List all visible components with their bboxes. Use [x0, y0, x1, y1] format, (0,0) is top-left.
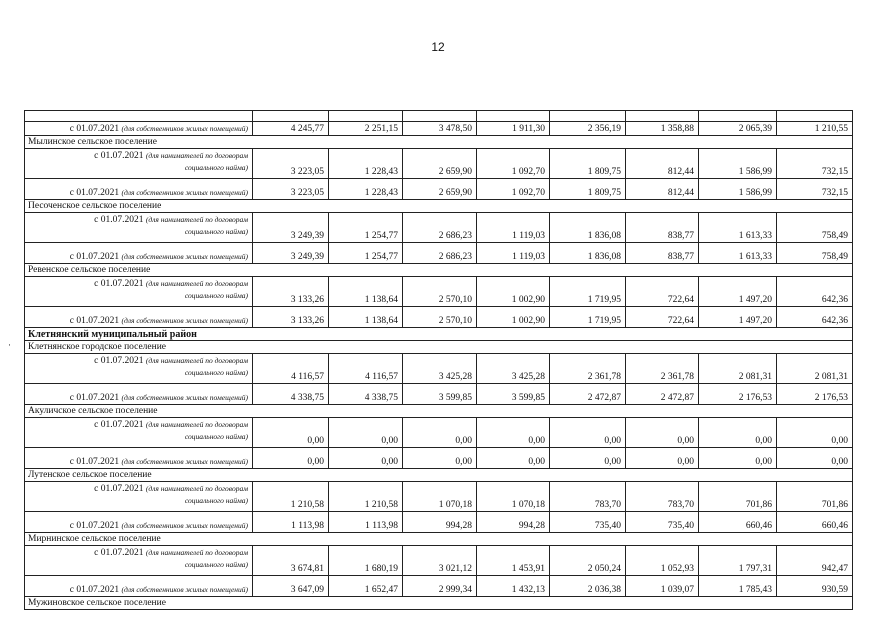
- tariff-value: 3 674,81: [253, 546, 329, 576]
- table-row: [25, 448, 853, 469]
- tariff-value: 0,00: [403, 448, 477, 469]
- row-note-continued: социального найма): [184, 560, 248, 569]
- tariff-value: 3 647,09: [253, 576, 329, 597]
- table-row: [25, 384, 853, 405]
- tariff-value: 1 911,30: [477, 122, 550, 136]
- tariff-value: 2 050,24: [550, 546, 626, 576]
- tariff-value: 1 497,20: [699, 277, 777, 307]
- tariff-value: 1 002,90: [477, 307, 550, 328]
- row-note: (для собственников жилых помещений): [121, 188, 248, 197]
- row-date: с 01.07.2021: [69, 585, 120, 595]
- settlement-header: [25, 200, 853, 213]
- tariff-value: 1 002,90: [477, 277, 550, 307]
- settlement-name: Акуличское сельское поселение: [25, 405, 853, 418]
- tariff-value: 2 251,15: [329, 122, 403, 136]
- tariff-value: 2 659,90: [403, 179, 477, 200]
- tariff-value: 838,77: [626, 243, 699, 264]
- tariff-value: 1 836,08: [550, 213, 626, 243]
- row-note-continued: социального найма): [184, 227, 248, 236]
- table-row: [25, 512, 853, 533]
- tariff-value: 0,00: [329, 418, 403, 448]
- tariff-value: 0,00: [253, 418, 329, 448]
- tariff-value: 2 659,90: [403, 149, 477, 179]
- tariff-value: 1 719,95: [550, 307, 626, 328]
- tariff-value: 1 719,95: [550, 277, 626, 307]
- tariff-value: 735,40: [550, 512, 626, 533]
- tariff-value: 1 228,43: [329, 179, 403, 200]
- row-label: [25, 243, 253, 264]
- row-label: [25, 482, 253, 512]
- tariff-value: 642,36: [777, 277, 853, 307]
- tariff-value: 1 785,43: [699, 576, 777, 597]
- row-note: (для собственников жилых помещений): [121, 123, 248, 133]
- row-date: с 01.07.2021: [94, 548, 144, 558]
- tariff-value: 1 113,98: [329, 512, 403, 533]
- tariff-value: 2 472,87: [550, 384, 626, 405]
- tariff-value: 642,36: [777, 307, 853, 328]
- row-label: [25, 354, 253, 384]
- tariff-value: 1 138,64: [329, 277, 403, 307]
- tariff-value: 0,00: [550, 418, 626, 448]
- settlement-name: Клетнянское городское поселение: [25, 341, 853, 354]
- tariff-value: 3 249,39: [253, 213, 329, 243]
- settlement-name: Ревенское сельское поселение: [25, 264, 853, 277]
- tariff-value: 1 254,77: [329, 243, 403, 264]
- table-row: [25, 354, 853, 384]
- tariff-value: 1 119,03: [477, 243, 550, 264]
- row-note-continued: социального найма): [184, 163, 248, 172]
- tariff-value: 1 586,99: [699, 179, 777, 200]
- tariff-value: 1 613,33: [699, 213, 777, 243]
- tariff-value: 994,28: [403, 512, 477, 533]
- tariff-value: 2 686,23: [403, 213, 477, 243]
- tariff-value: 783,70: [550, 482, 626, 512]
- row-label: [25, 149, 253, 179]
- row-note: (для нанимателей по договорам: [145, 215, 248, 224]
- table-row: [25, 576, 853, 597]
- row-note: (для собственников жилых помещений): [121, 393, 248, 402]
- tariff-value: 0,00: [253, 448, 329, 469]
- tariff-value: 2 472,87: [626, 384, 699, 405]
- tariff-value: 1 070,18: [403, 482, 477, 512]
- district-name: Клетнянский муниципальный район: [25, 328, 853, 341]
- row-date: с 01.07.2021: [94, 420, 144, 430]
- row-label: [25, 213, 253, 243]
- settlement-header: [25, 597, 853, 610]
- row-note: (для нанимателей по договорам: [145, 151, 248, 160]
- tariff-value: 722,64: [626, 307, 699, 328]
- tariff-value: 2 036,38: [550, 576, 626, 597]
- tariff-value: 2 176,53: [777, 384, 853, 405]
- row-note: (для собственников жилых помещений): [121, 521, 248, 530]
- tariff-value: 1 070,18: [477, 482, 550, 512]
- row-note: (для нанимателей по договорам: [145, 548, 248, 557]
- table-row: [25, 122, 853, 136]
- settlement-name: Мирнинское сельское поселение: [25, 533, 853, 546]
- row-note: (для нанимателей по договорам: [145, 420, 248, 429]
- tariff-value: 1 210,55: [777, 122, 853, 136]
- row-label: [25, 307, 253, 328]
- tariff-value: 0,00: [777, 448, 853, 469]
- row-date: с 01.07.2021: [69, 316, 120, 326]
- tariff-value: 1 039,07: [626, 576, 699, 597]
- row-date: с 01.07.2021: [69, 457, 120, 467]
- tariff-value: 2 081,31: [777, 354, 853, 384]
- tariff-value: 1 119,03: [477, 213, 550, 243]
- tariff-value: 3 478,50: [403, 122, 477, 136]
- tariff-value: 1 432,13: [477, 576, 550, 597]
- row-label: [25, 448, 253, 469]
- tariff-value: 812,44: [626, 179, 699, 200]
- row-note: (для нанимателей по договорам: [145, 279, 248, 288]
- row-date: с 01.07.2021: [94, 279, 144, 289]
- row-note: (для нанимателей по договорам: [145, 356, 248, 365]
- tariff-value: 3 249,39: [253, 243, 329, 264]
- tariff-value: 0,00: [403, 418, 477, 448]
- tariff-value: 0,00: [626, 448, 699, 469]
- table-row: [25, 307, 853, 328]
- tariff-value: 0,00: [329, 448, 403, 469]
- tariff-value: 2 999,34: [403, 576, 477, 597]
- table-row: [25, 418, 853, 448]
- row-note: (для собственников жилых помещений): [121, 585, 248, 594]
- tariff-value: 1 836,08: [550, 243, 626, 264]
- settlement-name: Мылинское сельское поселение: [25, 136, 853, 149]
- tariff-value: 2 065,39: [699, 122, 777, 136]
- tariff-value: 1 809,75: [550, 149, 626, 179]
- table-top-border: [25, 111, 853, 122]
- tariff-value: 783,70: [626, 482, 699, 512]
- tariff-value: 838,77: [626, 213, 699, 243]
- settlement-header: [25, 469, 853, 482]
- tariff-value: 0,00: [550, 448, 626, 469]
- tariff-value: 0,00: [477, 448, 550, 469]
- tariff-value: 2 361,78: [550, 354, 626, 384]
- tariff-value: 1 092,70: [477, 179, 550, 200]
- tariff-table-body: [25, 111, 853, 610]
- tariff-value: 1 497,20: [699, 307, 777, 328]
- tariff-value: 2 176,53: [699, 384, 777, 405]
- table-row: [25, 482, 853, 512]
- tariff-value: 4 245,77: [253, 122, 329, 136]
- row-label: [25, 512, 253, 533]
- table-row: [25, 179, 853, 200]
- row-date: с 01.07.2021: [69, 393, 120, 403]
- row-note: (для собственников жилых помещений): [121, 316, 248, 325]
- tariff-value: 1 613,33: [699, 243, 777, 264]
- table-row: [25, 243, 853, 264]
- tariff-value: 812,44: [626, 149, 699, 179]
- tariff-value: 3 133,26: [253, 307, 329, 328]
- tariff-value: 0,00: [777, 418, 853, 448]
- row-date: с 01.07.2021: [69, 188, 120, 198]
- table-row: [25, 149, 853, 179]
- tariff-value: 735,40: [626, 512, 699, 533]
- tariff-value: 732,15: [777, 179, 853, 200]
- tariff-value: 1 092,70: [477, 149, 550, 179]
- settlement-header: [25, 533, 853, 546]
- tariff-value: 1 453,91: [477, 546, 550, 576]
- settlement-header: [25, 405, 853, 418]
- row-note-continued: социального найма): [184, 291, 248, 300]
- row-date: с 01.07.2021: [94, 215, 144, 225]
- row-date: с 01.07.2021: [94, 151, 144, 161]
- row-note: (для собственников жилых помещений): [121, 457, 248, 466]
- tariff-value: 722,64: [626, 277, 699, 307]
- tariff-value: 701,86: [777, 482, 853, 512]
- tariff-value: 1 210,58: [329, 482, 403, 512]
- tariff-value: 4 338,75: [253, 384, 329, 405]
- row-date: с 01.07.2021: [69, 521, 120, 531]
- tariff-value: 732,15: [777, 149, 853, 179]
- settlement-name: Песоченское сельское поселение: [25, 200, 853, 213]
- row-note-continued: социального найма): [184, 432, 248, 441]
- tariff-value: 2 081,31: [699, 354, 777, 384]
- page-number: 12: [431, 40, 445, 54]
- tariff-value: 758,49: [777, 213, 853, 243]
- tariff-value: 942,47: [777, 546, 853, 576]
- settlement-name: Мужиновское сельское поселение: [25, 597, 853, 610]
- settlement-header: [25, 264, 853, 277]
- row-label: [25, 122, 253, 136]
- tariff-value: 1 586,99: [699, 149, 777, 179]
- row-date: с 01.07.2021: [94, 356, 144, 366]
- tariff-value: 701,86: [699, 482, 777, 512]
- tariff-value: 4 116,57: [253, 354, 329, 384]
- tariff-value: 4 338,75: [329, 384, 403, 405]
- tariff-value: 1 228,43: [329, 149, 403, 179]
- tariff-value: 1 254,77: [329, 213, 403, 243]
- district-header: [25, 328, 853, 341]
- tariff-value: 0,00: [699, 448, 777, 469]
- margin-mark: ·: [8, 340, 11, 350]
- tariff-value: 1 138,64: [329, 307, 403, 328]
- tariff-value: 3 133,26: [253, 277, 329, 307]
- tariff-value: 3 425,28: [477, 354, 550, 384]
- tariff-value: 1 809,75: [550, 179, 626, 200]
- row-label: [25, 179, 253, 200]
- tariff-value: 2 570,10: [403, 277, 477, 307]
- row-date: с 01.07.2021: [69, 252, 120, 262]
- tariff-value: 3 223,05: [253, 149, 329, 179]
- tariff-value: 4 116,57: [329, 354, 403, 384]
- row-label: [25, 418, 253, 448]
- tariff-value: 2 570,10: [403, 307, 477, 328]
- row-label: [25, 277, 253, 307]
- tariff-value: 1 052,93: [626, 546, 699, 576]
- tariff-value: 3 599,85: [403, 384, 477, 405]
- row-label: [25, 546, 253, 576]
- tariff-value: 3 021,12: [403, 546, 477, 576]
- row-note: (для нанимателей по договорам: [145, 484, 248, 493]
- tariff-value: 1 680,19: [329, 546, 403, 576]
- tariff-value: 1 652,47: [329, 576, 403, 597]
- row-note: (для собственников жилых помещений): [121, 252, 248, 261]
- tariff-value: 930,59: [777, 576, 853, 597]
- row-note-continued: социального найма): [184, 368, 248, 377]
- tariff-value: 994,28: [477, 512, 550, 533]
- tariff-value: 3 599,85: [477, 384, 550, 405]
- tariff-value: 0,00: [477, 418, 550, 448]
- tariff-table: [24, 110, 853, 610]
- tariff-value: 1 797,31: [699, 546, 777, 576]
- settlement-header: [25, 136, 853, 149]
- table-row: [25, 277, 853, 307]
- tariff-value: 2 686,23: [403, 243, 477, 264]
- row-date: с 01.07.2021: [69, 123, 120, 134]
- table-row: [25, 213, 853, 243]
- tariff-value: 1 210,58: [253, 482, 329, 512]
- tariff-value: 1 358,88: [626, 122, 699, 136]
- table-row: [25, 546, 853, 576]
- tariff-value: 0,00: [699, 418, 777, 448]
- row-label: [25, 576, 253, 597]
- row-date: с 01.07.2021: [94, 484, 144, 494]
- row-note-continued: социального найма): [184, 496, 248, 505]
- tariff-value: 660,46: [777, 512, 853, 533]
- tariff-value: 3 223,05: [253, 179, 329, 200]
- tariff-value: 2 356,19: [550, 122, 626, 136]
- row-label: [25, 384, 253, 405]
- tariff-value: 758,49: [777, 243, 853, 264]
- tariff-value: 2 361,78: [626, 354, 699, 384]
- tariff-value: 3 425,28: [403, 354, 477, 384]
- tariff-value: 1 113,98: [253, 512, 329, 533]
- tariff-value: 0,00: [626, 418, 699, 448]
- settlement-header: [25, 341, 853, 354]
- tariff-value: 660,46: [699, 512, 777, 533]
- settlement-name: Лутенское сельское поселение: [25, 469, 853, 482]
